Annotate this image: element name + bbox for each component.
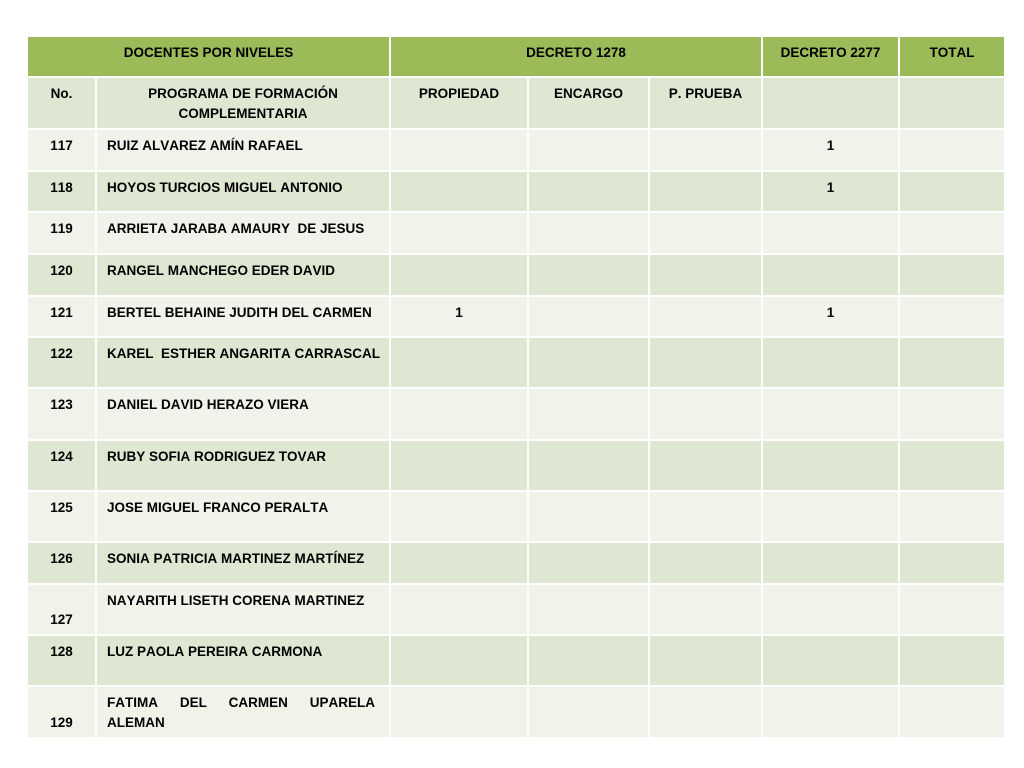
cell-propiedad [391, 172, 527, 211]
header-total: TOTAL [900, 37, 1004, 76]
cell-nombre: RUBY SOFIA RODRIGUEZ TOVAR [97, 441, 389, 490]
cell-encargo [529, 687, 648, 737]
cell-no: 118 [28, 172, 95, 211]
cell-no: 127 [28, 585, 95, 634]
cell-encargo [529, 389, 648, 439]
cell-decreto-2277 [763, 441, 898, 490]
cell-nombre: BERTEL BEHAINE JUDITH DEL CARMEN [97, 297, 389, 336]
cell-p-prueba [650, 130, 761, 170]
cell-p-prueba [650, 255, 761, 295]
cell-decreto-2277 [763, 255, 898, 295]
cell-nombre: RUIZ ALVAREZ AMÍN RAFAEL [97, 130, 389, 170]
cell-propiedad [391, 543, 527, 583]
cell-encargo [529, 441, 648, 490]
col-header-propiedad: PROPIEDAD [391, 78, 527, 128]
cell-propiedad [391, 441, 527, 490]
cell-encargo [529, 543, 648, 583]
col-header-decreto-2277-blank [763, 78, 898, 128]
cell-nombre: NAYARITH LISETH CORENA MARTINEZ [97, 585, 389, 634]
cell-total [900, 441, 1004, 490]
cell-decreto-2277 [763, 543, 898, 583]
cell-no: 120 [28, 255, 95, 295]
cell-encargo [529, 585, 648, 634]
cell-no: 128 [28, 636, 95, 685]
docentes-table [28, 37, 1004, 737]
col-header-no: No. [28, 78, 95, 128]
cell-nombre: SONIA PATRICIA MARTINEZ MARTÍNEZ [97, 543, 389, 583]
cell-encargo [529, 338, 648, 387]
cell-total [900, 492, 1004, 541]
cell-nombre: RANGEL MANCHEGO EDER DAVID [97, 255, 389, 295]
cell-encargo [529, 297, 648, 336]
cell-total [900, 338, 1004, 387]
cell-decreto-2277 [763, 636, 898, 685]
cell-propiedad [391, 389, 527, 439]
cell-total [900, 255, 1004, 295]
cell-decreto-2277 [763, 585, 898, 634]
cell-p-prueba [650, 687, 761, 737]
cell-p-prueba [650, 172, 761, 211]
cell-no: 119 [28, 213, 95, 253]
cell-total [900, 585, 1004, 634]
cell-total [900, 636, 1004, 685]
col-header-p-prueba: P. PRUEBA [650, 78, 761, 128]
cell-no: 117 [28, 130, 95, 170]
cell-p-prueba [650, 297, 761, 336]
cell-total [900, 172, 1004, 211]
header-decreto-1278: DECRETO 1278 [391, 37, 761, 76]
cell-decreto-2277 [763, 492, 898, 541]
cell-encargo [529, 213, 648, 253]
cell-no: 121 [28, 297, 95, 336]
cell-nombre: LUZ PAOLA PEREIRA CARMONA [97, 636, 389, 685]
cell-propiedad [391, 492, 527, 541]
cell-p-prueba [650, 213, 761, 253]
cell-propiedad [391, 130, 527, 170]
cell-total [900, 389, 1004, 439]
cell-nombre: DANIEL DAVID HERAZO VIERA [97, 389, 389, 439]
cell-total [900, 130, 1004, 170]
cell-nombre: JOSE MIGUEL FRANCO PERALTA [97, 492, 389, 541]
cell-total [900, 687, 1004, 737]
cell-no: 122 [28, 338, 95, 387]
cell-p-prueba [650, 338, 761, 387]
cell-propiedad: 1 [391, 297, 527, 336]
cell-total [900, 213, 1004, 253]
cell-total [900, 543, 1004, 583]
cell-total [900, 297, 1004, 336]
cell-propiedad [391, 687, 527, 737]
cell-p-prueba [650, 441, 761, 490]
cell-encargo [529, 255, 648, 295]
cell-propiedad [391, 585, 527, 634]
cell-decreto-2277 [763, 338, 898, 387]
header-docentes-por-niveles: DOCENTES POR NIVELES [28, 37, 389, 76]
col-header-total-blank [900, 78, 1004, 128]
cell-no: 123 [28, 389, 95, 439]
cell-encargo [529, 636, 648, 685]
cell-decreto-2277 [763, 687, 898, 737]
cell-no: 129 [28, 687, 95, 737]
cell-decreto-2277: 1 [763, 297, 898, 336]
cell-decreto-2277 [763, 389, 898, 439]
cell-p-prueba [650, 636, 761, 685]
cell-propiedad [391, 213, 527, 253]
cell-p-prueba [650, 492, 761, 541]
col-header-programa: PROGRAMA DE FORMACIÓN COMPLEMENTARIA [97, 78, 389, 128]
cell-propiedad [391, 636, 527, 685]
cell-encargo [529, 130, 648, 170]
cell-decreto-2277 [763, 213, 898, 253]
cell-nombre: KAREL ESTHER ANGARITA CARRASCAL [97, 338, 389, 387]
cell-nombre: HOYOS TURCIOS MIGUEL ANTONIO [97, 172, 389, 211]
cell-p-prueba [650, 585, 761, 634]
header-decreto-2277: DECRETO 2277 [763, 37, 898, 76]
cell-p-prueba [650, 543, 761, 583]
cell-no: 125 [28, 492, 95, 541]
cell-encargo [529, 492, 648, 541]
cell-no: 126 [28, 543, 95, 583]
cell-encargo [529, 172, 648, 211]
cell-no: 124 [28, 441, 95, 490]
cell-nombre: ARRIETA JARABA AMAURY DE JESUS [97, 213, 389, 253]
cell-nombre: FATIMA DEL CARMEN UPARELA ALEMAN [97, 687, 389, 737]
cell-propiedad [391, 255, 527, 295]
col-header-encargo: ENCARGO [529, 78, 648, 128]
cell-decreto-2277: 1 [763, 172, 898, 211]
cell-p-prueba [650, 389, 761, 439]
cell-decreto-2277: 1 [763, 130, 898, 170]
cell-propiedad [391, 338, 527, 387]
